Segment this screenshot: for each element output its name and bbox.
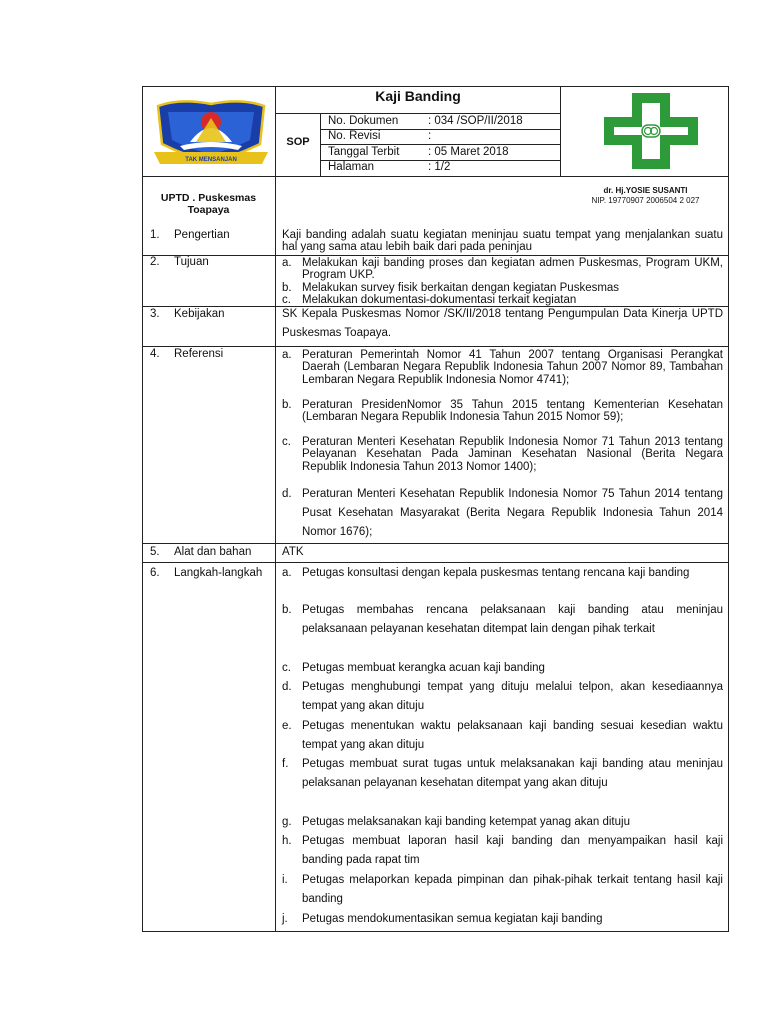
- puskesmas-cross-logo: [598, 89, 704, 173]
- section-number: 6.: [150, 567, 160, 579]
- signatory-name: dr. Hj.YOSIE SUSANTI: [603, 186, 688, 195]
- section-number: 1.: [150, 229, 160, 241]
- signatory-nip: NIP. 19770907 2006504 2 027: [591, 196, 700, 205]
- meta-document-number: No. Dokumen : 034 /SOP/II/2018: [328, 115, 523, 127]
- meta-page-count: Halaman : 1/2: [328, 161, 451, 173]
- section-number: 3.: [150, 308, 160, 320]
- list-item: e. Petugas menentukan waktu pelaksanaan kaji banding sesuai kesedian waktu tempat yang akan dituju: [282, 720, 723, 751]
- section-label-alat-dan-bahan: Alat dan bahan: [174, 546, 252, 558]
- kebijakan-text: SK Kepala Puskesmas Nomor /SK/II/2018 tentang Pengumpulan Data Kinerja UPTD Puskesmas Toapaya.: [282, 308, 723, 339]
- logo-motto: TAK MENSANJAN: [185, 157, 237, 163]
- section-label-pengertian: Pengertian: [174, 229, 230, 241]
- list-item: d. Petugas menghubungi tempat yang dituju melalui telpon, akan kesediaannya tempat yang akan dituju: [282, 681, 723, 712]
- signatory-block: [562, 186, 729, 206]
- list-item: h. Petugas membuat laporan hasil kaji banding dan menyampaikan hasil kaji banding pada rapat tim: [282, 835, 723, 866]
- list-item: f. Petugas membuat surat tugas untuk melaksanakan kaji banding atau meninjau pelaksanan pelayanan kesehatan ditempat yang akan dituju: [282, 758, 723, 789]
- section-label-langkah-langkah: Langkah-langkah: [174, 567, 263, 579]
- list-item: a. Petugas konsultasi dengan kepala puskesmas tentang rencana kaji banding: [282, 567, 690, 579]
- list-item: i. Petugas melaporkan kepada pimpinan dan pihak-pihak terkait tentang hasil kaji banding: [282, 874, 723, 905]
- sop-header: [142, 86, 729, 228]
- document-title: Kaji Banding: [375, 88, 461, 104]
- meta-issue-date: Tanggal Terbit : 05 Maret 2018: [328, 146, 509, 158]
- list-item: c. Petugas membuat kerangka acuan kaji banding: [282, 662, 545, 674]
- section-label-referensi: Referensi: [174, 348, 224, 360]
- list-item: j. Petugas mendokumentasikan semua kegiatan kaji banding: [282, 913, 603, 925]
- section-number: 5.: [150, 546, 160, 558]
- list-item: c. Melakukan dokumentasi-dokumentasi terkait kegiatan: [282, 294, 577, 306]
- list-item: a. Peraturan Pemerintah Nomor 41 Tahun 2007 tentang Organisasi Perangkat Daerah (Lembaran Negara Republik Indonesia Tahun 2007 Nomor 89, Tambahan Lembaran Negara Republik Indonesia Nomor 4741);: [282, 349, 723, 386]
- organization-name: UPTD . Puskesmas Toapaya: [160, 192, 257, 216]
- meta-revision-number: No. Revisi :: [328, 130, 432, 142]
- sop-content-table: [142, 228, 729, 932]
- list-item: d. Peraturan Menteri Kesehatan Republik Indonesia Nomor 75 Tahun 2014 tentang Pusat Kesehatan Masyarakat (Berita Negara Republik Indonesia Tahun 2014 Nomor 1676);: [282, 488, 723, 538]
- regency-emblem-logo: [150, 92, 272, 172]
- section-label-kebijakan: Kebijakan: [174, 308, 225, 320]
- list-item: c. Peraturan Menteri Kesehatan Republik Indonesia Nomor 71 Tahun 2013 tentang Pelayanan Kesehatan Pada Jaminan Kesehatan Nasional (Berita Negara Republik Indonesia Tahun 2013 Nomor 1400);: [282, 436, 723, 473]
- list-item: a. Melakukan kaji banding proses dan kegiatan admen Puskesmas, Program UKM, Program UKP.: [282, 257, 723, 282]
- list-item: b. Peraturan PresidenNomor 35 Tahun 2015 tentang Kementerian Kesehatan (Lembaran Negara Republik Indonesia Tahun 2015 Nomor 59);: [282, 399, 723, 424]
- pengertian-text: Kaji banding adalah suatu kegiatan meninjau suatu tempat yang menjalankan suatu hal yang sama atau lebih baik dari pada peninjau: [282, 229, 723, 254]
- section-number: 2.: [150, 256, 160, 268]
- list-item: b. Melakukan survey fisik berkaitan dengan kegiatan Puskesmas: [282, 282, 620, 294]
- list-item: g. Petugas melaksanakan kaji banding ketempat yanag akan dituju: [282, 816, 630, 828]
- list-item: b. Petugas membahas rencana pelaksanaan kaji banding atau meninjau pelaksanaan pelayanan kesehatan ditempat lain dengan pihak terkait: [282, 604, 723, 635]
- alat-dan-bahan-text: ATK: [282, 546, 304, 558]
- sop-label: SOP: [286, 136, 310, 148]
- section-number: 4.: [150, 348, 160, 360]
- section-label-tujuan: Tujuan: [174, 256, 209, 268]
